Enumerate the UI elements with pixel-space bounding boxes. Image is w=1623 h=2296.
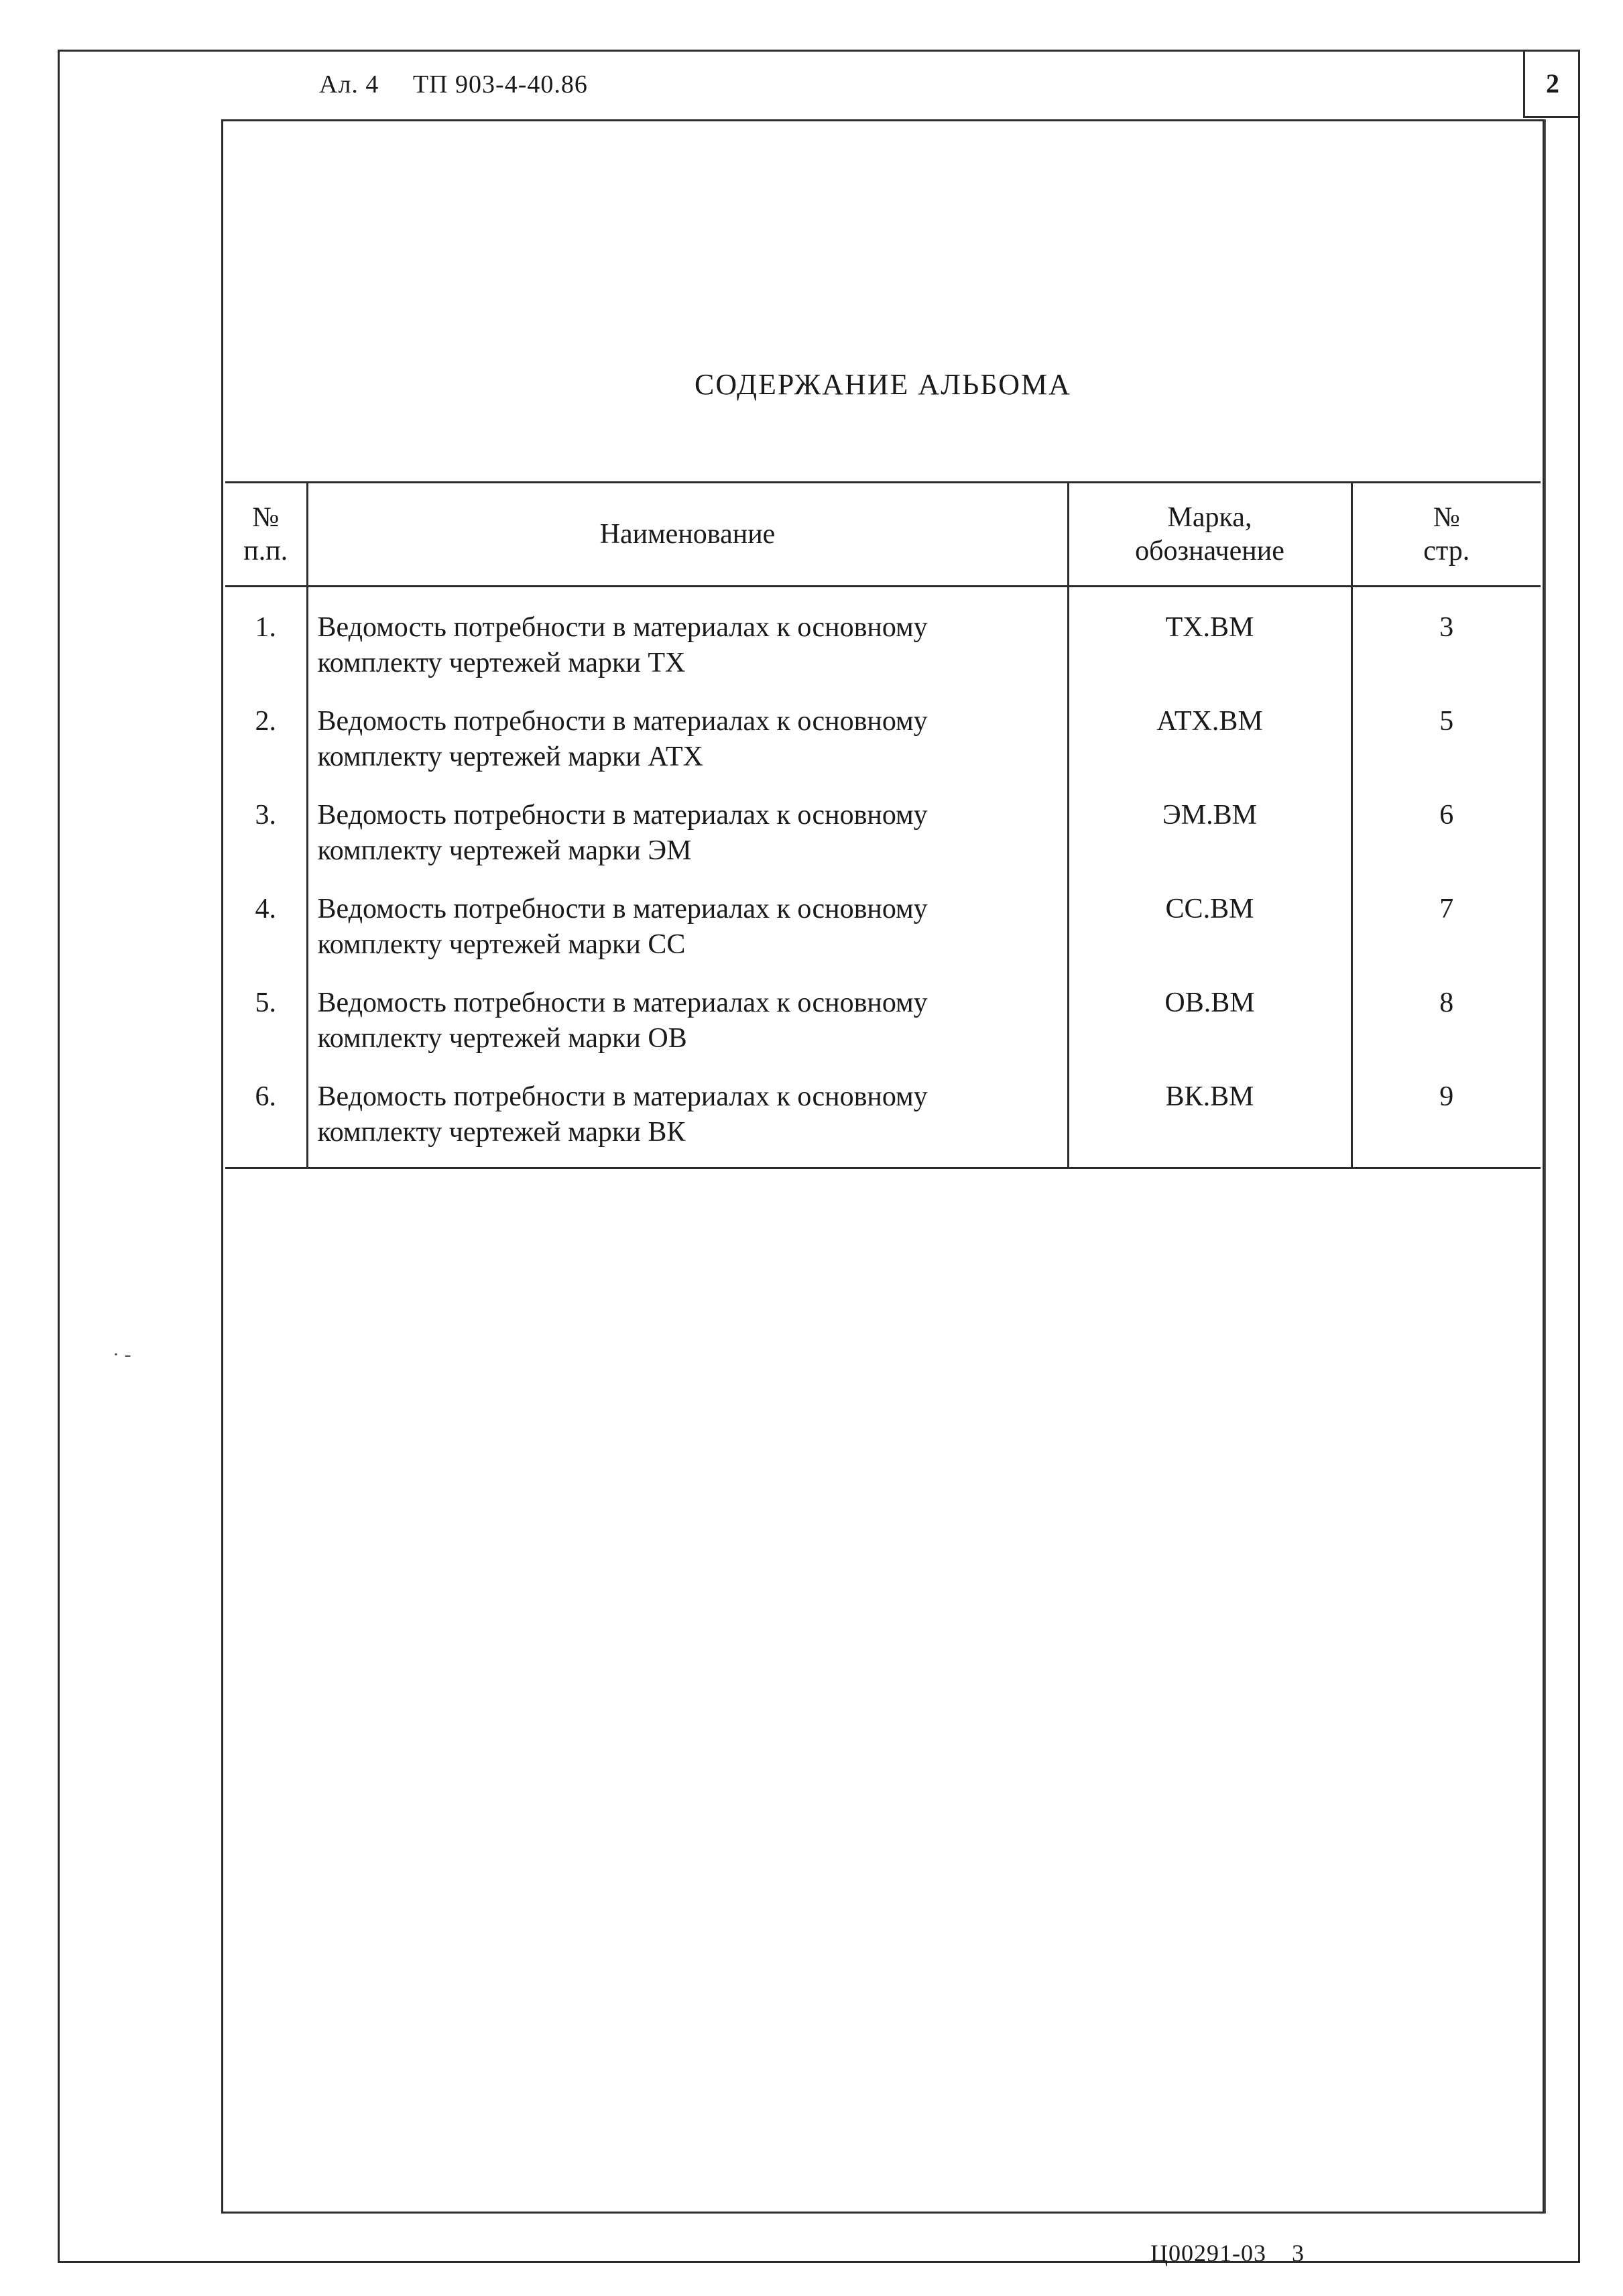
row-name-line1: Ведомость потребности в материалах к основному xyxy=(317,800,928,831)
table-row xyxy=(225,963,1541,1056)
footer-code: Ц00291-03 xyxy=(1150,2240,1266,2267)
column-header-mark xyxy=(1068,483,1351,587)
row-name-line2: комплекту чертежей марки СС xyxy=(317,928,686,960)
row-name-line2: комплекту чертежей марки ВК xyxy=(317,1116,686,1148)
column-header-mark-line1: Марка, xyxy=(1167,501,1252,533)
frame-double-line xyxy=(1545,119,1546,2214)
row-name xyxy=(307,681,1068,775)
table-row xyxy=(225,1056,1541,1168)
row-page: 8 xyxy=(1351,963,1541,1056)
row-page: 3 xyxy=(1351,587,1541,682)
album-label: Ал. 4 xyxy=(319,70,379,99)
column-header-page xyxy=(1351,483,1541,587)
row-page: 9 xyxy=(1351,1056,1541,1168)
column-header-number-line2: п.п. xyxy=(243,536,288,566)
row-mark: ОВ.ВМ xyxy=(1068,963,1351,1056)
column-header-number xyxy=(225,483,307,587)
table-header-row xyxy=(225,483,1541,587)
row-mark: ТХ.ВМ xyxy=(1068,587,1351,682)
table-row xyxy=(225,869,1541,963)
row-name-line2: комплекту чертежей марки ЭМ xyxy=(317,835,692,866)
row-number: 3. xyxy=(255,800,276,831)
row-page: 6 xyxy=(1351,775,1541,869)
column-header-mark-line2: обозначение xyxy=(1135,536,1284,566)
row-name xyxy=(307,869,1068,963)
row-number: 1. xyxy=(255,612,276,643)
contents-table xyxy=(225,481,1541,1169)
column-header-name: Наименование xyxy=(307,483,1068,587)
row-number: 6. xyxy=(225,1056,307,1168)
table-row xyxy=(225,681,1541,775)
row-name xyxy=(307,963,1068,1056)
row-name-line2: комплекту чертежей марки ТХ xyxy=(317,647,686,678)
column-header-page-line1: № xyxy=(1433,501,1460,533)
page-title: СОДЕРЖАНИЕ АЛЬБОМА xyxy=(695,368,1071,401)
table-row xyxy=(225,775,1541,869)
row-number: 5. xyxy=(255,987,276,1018)
column-header-page-line2: стр. xyxy=(1423,536,1470,566)
row-name xyxy=(307,1056,1068,1168)
row-number: 4. xyxy=(255,894,276,924)
row-mark: СС.ВМ xyxy=(1068,869,1351,963)
header xyxy=(319,70,588,99)
row-number: 2. xyxy=(255,706,276,737)
stray-mark: · - xyxy=(113,1343,131,1366)
row-name-line1: Ведомость потребности в материалах к основному xyxy=(317,1081,928,1112)
row-mark: ВК.ВМ xyxy=(1068,1056,1351,1168)
footer-page-number: 3 xyxy=(1292,2240,1305,2267)
row-name-line2: комплекту чертежей марки ОВ xyxy=(317,1022,687,1054)
project-code: ТП 903-4-40.86 xyxy=(412,70,588,99)
row-page: 7 xyxy=(1351,869,1541,963)
row-name-line1: Ведомость потребности в материалах к основному xyxy=(317,894,928,924)
table-row xyxy=(225,587,1541,682)
row-name xyxy=(307,587,1068,682)
column-header-number-line1: № xyxy=(252,501,280,533)
sheet-number: 2 xyxy=(1523,51,1580,118)
row-mark: ЭМ.ВМ xyxy=(1068,775,1351,869)
row-name-line1: Ведомость потребности в материалах к основному xyxy=(317,706,928,737)
row-mark: АТХ.ВМ xyxy=(1068,681,1351,775)
row-name-line1: Ведомость потребности в материалах к основному xyxy=(317,612,928,643)
row-page: 5 xyxy=(1351,681,1541,775)
footer xyxy=(1150,2239,1305,2267)
row-name-line2: комплекту чертежей марки АТХ xyxy=(317,741,704,772)
row-name-line1: Ведомость потребности в материалах к основному xyxy=(317,987,928,1018)
row-name xyxy=(307,775,1068,869)
